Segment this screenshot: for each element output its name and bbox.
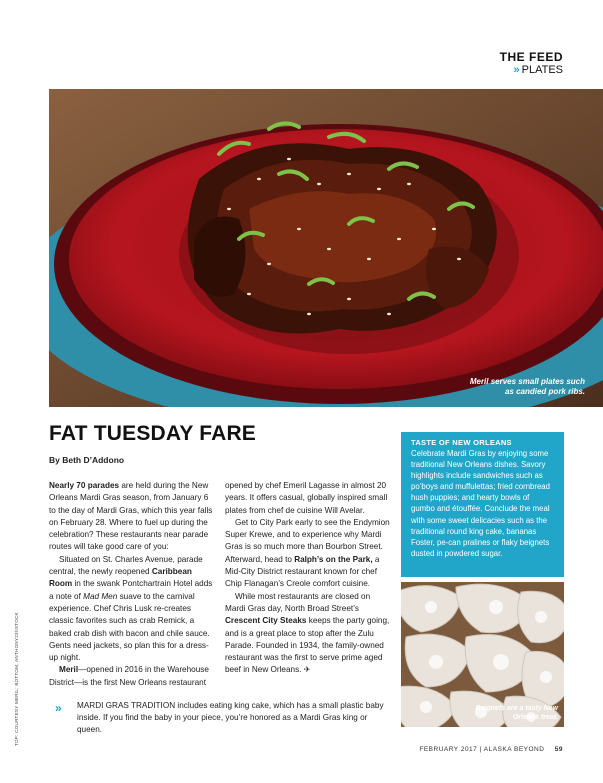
tradition-body: includes eating king cake, which has a small plastic baby inside. If you find the baby in your piece, you’re honored as a Mardi Gras king or queen.: [77, 701, 384, 734]
section-title: THE FEED: [499, 50, 563, 64]
photo-credit: TOP: COURTESY MERIL; BOTTOM, ANTHONY23/ISTOCK: [14, 612, 19, 746]
paragraph-text: in the swank Pontchartrain Hotel adds a note of: [49, 579, 213, 601]
section-header: [500, 50, 563, 77]
italic-title: Mad Men: [83, 591, 118, 601]
paragraph: [49, 554, 215, 665]
article-headline: FAT TUESDAY FARE: [49, 422, 257, 445]
article-column-2: [225, 480, 391, 677]
paragraph-text: a Mid-City District restaurant known for chef Chip Flanagan’s Creole comfort cuisine.: [225, 554, 380, 589]
tradition-note: [49, 700, 394, 736]
paragraph-text: keeps the party going, and is a great place to stop after the Zulu Parade. Founded in 1934, the family-owned restaurant was the first to serve prime aged beef in New Orleans. ✈: [225, 616, 390, 675]
article-column-1: [49, 480, 215, 689]
paragraph-text: Situated on St. Charles Avenue, parade central, the newly reopened: [49, 554, 203, 577]
hero-photo-pork-ribs: [49, 89, 603, 407]
page-number: 59: [554, 746, 563, 753]
hero-caption: Meril serves small plates such as candied pork ribs.: [469, 377, 585, 396]
paragraph-text: suave to the carnival experience. Chef Chris Lusk re-creates classic favorites such as crab Remick, a baked crab dish with bacon and chile sauce. Gents need jackets, so plan this for a dress-up night.: [49, 591, 210, 663]
paragraph: opened by chef Emeril Lagasse in almost 20 years. It offers casual, globally inspired small plates from chef de cuisine Will Avelar.: [225, 481, 388, 515]
section-subtitle: [500, 64, 563, 77]
sidebar-title: TASTE OF NEW ORLEANS: [411, 438, 512, 447]
paragraph-text: While most restaurants are closed on Mardi Gras day, North Broad Street’s: [225, 591, 371, 613]
paragraph-text: —opened in 2016 in the Warehouse District—is the first New Orleans restaurant: [49, 665, 209, 687]
restaurant-name: Ralph’s on the Park,: [294, 554, 373, 564]
beignet-caption: Beignets are a tasty New Orleans treat.: [475, 705, 558, 721]
sidebar-taste-of-new-orleans: [401, 432, 564, 577]
chevron-right-icon: »: [513, 64, 520, 76]
separator: |: [479, 746, 484, 753]
paragraph: [49, 480, 215, 554]
lead-in: Nearly 70 parades: [49, 481, 120, 490]
subsection-label: PLATES: [521, 64, 563, 76]
paragraph: [49, 664, 215, 689]
tradition-text: [49, 700, 394, 736]
issue-date: FEBRUARY 2017: [419, 746, 478, 753]
paragraph: [225, 517, 391, 591]
chevron-right-icon: »: [55, 701, 62, 715]
beignet-photo: [401, 582, 564, 727]
sidebar-body: Celebrate Mardi Gras by enjoying some traditional New Orleans dishes. Savory highlights include sandwiches such as po’boys and muffulettas; fried cornbread hush puppies; and hearty bowls of gumbo and étouffée. Conclude the meal with some sweet delicacies such as the traditional round king cake, bananas Foster, pe-can pralines or flaky beignets dusted in powdered sugar.: [411, 449, 550, 558]
paragraph-text: Get to City Park early to see the Endymion Super Krewe, and to experience why Mardi Gras is so much more than Bourbon Street. Afterward, head to: [225, 517, 390, 564]
restaurant-name: Crescent City Steaks: [225, 616, 307, 626]
byline: By Beth D’Addono: [49, 455, 125, 465]
paragraph: [225, 591, 391, 677]
restaurant-name: Meril: [59, 665, 79, 675]
paragraph-text: are held during the New Orleans Mardi Gras season, from January 6 to the day of Mardi Gras, which this year falls on February 28. Where to fuel up during the celebration? These restaurants near parade routes will take good care of you:: [49, 481, 213, 552]
tradition-lead: MARDI GRAS TRADITION: [77, 701, 176, 710]
page-footer: [419, 746, 563, 753]
ribs-illustration: [49, 89, 603, 407]
magazine-name: ALASKA BEYOND: [483, 746, 545, 753]
restaurant-name: Caribbean Room: [49, 567, 192, 589]
